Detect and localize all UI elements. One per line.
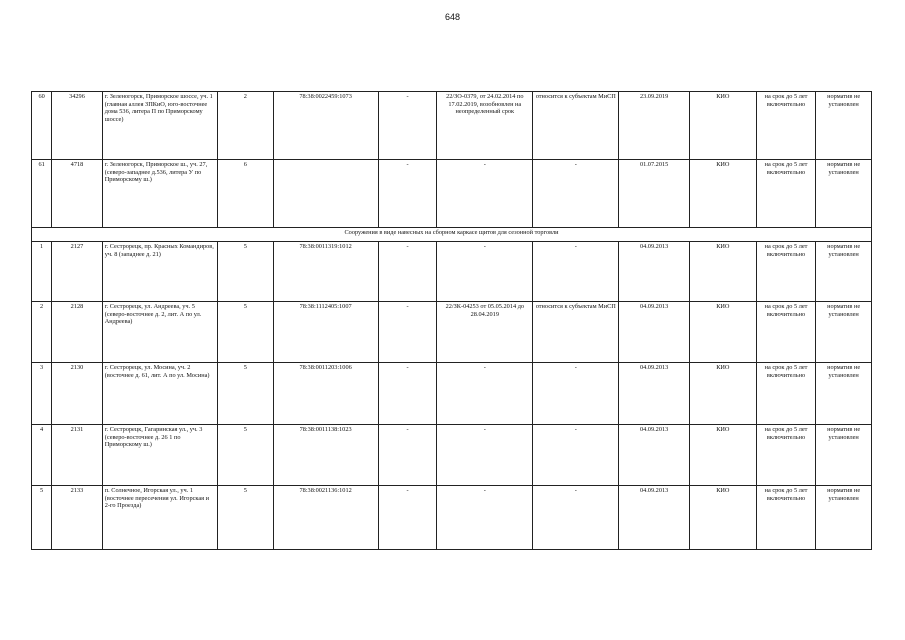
- cell-area: 2: [217, 92, 273, 160]
- cell-contract: 22/ЗО-0379, от 24.02.2014 по 17.02.2019, возобновлен на неопределенный срок: [437, 92, 533, 160]
- cell-no: 2: [32, 302, 52, 363]
- cell-norm: норматив не установлен: [816, 242, 872, 302]
- table-row: [32, 160, 872, 228]
- cell-contract: -: [437, 242, 533, 302]
- cell-cadastral: [273, 160, 378, 228]
- cell-authority: КИО: [689, 160, 756, 228]
- cell-msp: -: [533, 242, 619, 302]
- cell-cadastral: 78:38:0011138:1023: [273, 425, 378, 486]
- cell-c6: -: [378, 302, 437, 363]
- cell-c6: -: [378, 425, 437, 486]
- page-number: 648: [444, 12, 461, 22]
- cell-contract: -: [437, 160, 533, 228]
- cell-norm: норматив не установлен: [816, 160, 872, 228]
- cell-date: 04.09.2013: [619, 302, 690, 363]
- cell-area: 5: [217, 425, 273, 486]
- cell-norm: норматив не установлен: [816, 425, 872, 486]
- cell-c6: -: [378, 92, 437, 160]
- cell-id: 2128: [52, 302, 103, 363]
- table-row: [32, 242, 872, 302]
- cell-authority: КИО: [689, 363, 756, 425]
- cell-address: г. Зеленогорск, Приморское шоссе, уч. 1 (главная аллея ЗПКиО, юго-восточнее дома 536, литера П по Приморскому шоссе): [102, 92, 217, 160]
- table-row: [32, 92, 872, 160]
- cell-authority: КИО: [689, 92, 756, 160]
- cell-address: г. Сестрорецк, пр. Красных Командиров, уч. 8 (западнее д. 21): [102, 242, 217, 302]
- cell-no: 1: [32, 242, 52, 302]
- cell-msp: -: [533, 425, 619, 486]
- cell-address: г. Сестрорецк, ул. Мосина, уч. 2 (восточнее д. 61, лит. А по ул. Мосина): [102, 363, 217, 425]
- cell-date: 04.09.2013: [619, 486, 690, 550]
- cell-term: на срок до 5 лет включительно: [756, 486, 816, 550]
- cell-msp: относится к субъектам МиСП: [533, 92, 619, 160]
- cell-contract: -: [437, 486, 533, 550]
- cell-c6: -: [378, 363, 437, 425]
- section-title: Сооружения в виде навесных на сборном каркасе щитов для сезонной торговли: [32, 228, 872, 242]
- cell-date: 01.07.2015: [619, 160, 690, 228]
- cell-c6: -: [378, 486, 437, 550]
- cell-msp: относится к субъектам МиСП: [533, 302, 619, 363]
- cell-term: на срок до 5 лет включительно: [756, 92, 816, 160]
- cell-msp: -: [533, 486, 619, 550]
- cell-contract: -: [437, 363, 533, 425]
- cell-no: 5: [32, 486, 52, 550]
- cell-norm: норматив не установлен: [816, 302, 872, 363]
- cell-id: 4718: [52, 160, 103, 228]
- cell-authority: КИО: [689, 302, 756, 363]
- cell-c6: -: [378, 160, 437, 228]
- cell-id: 2131: [52, 425, 103, 486]
- cell-id: 34296: [52, 92, 103, 160]
- cell-term: на срок до 5 лет включительно: [756, 160, 816, 228]
- cell-id: 2133: [52, 486, 103, 550]
- cell-authority: КИО: [689, 425, 756, 486]
- cell-c6: -: [378, 242, 437, 302]
- cell-area: 5: [217, 302, 273, 363]
- cell-cadastral: 78:38:1112405:1007: [273, 302, 378, 363]
- cell-cadastral: 78:38:0011319:1012: [273, 242, 378, 302]
- cell-no: 3: [32, 363, 52, 425]
- cell-no: 60: [32, 92, 52, 160]
- cell-area: 5: [217, 486, 273, 550]
- cell-cadastral: 78:38:0022459:1073: [273, 92, 378, 160]
- cell-msp: -: [533, 363, 619, 425]
- cell-no: 4: [32, 425, 52, 486]
- cell-norm: норматив не установлен: [816, 363, 872, 425]
- cell-no: 61: [32, 160, 52, 228]
- cell-contract: -: [437, 425, 533, 486]
- cell-term: на срок до 5 лет включительно: [756, 242, 816, 302]
- cell-address: г. Сестрорецк, ул. Андреева, уч. 5 (северо-восточнее д. 2, лит. А по ул. Андреева): [102, 302, 217, 363]
- cell-id: 2130: [52, 363, 103, 425]
- cell-msp: -: [533, 160, 619, 228]
- cell-date: 23.09.2019: [619, 92, 690, 160]
- cell-authority: КИО: [689, 486, 756, 550]
- cell-contract: 22/ЗК-04253 от 05.05.2014 до 28.04.2019: [437, 302, 533, 363]
- cell-term: на срок до 5 лет включительно: [756, 363, 816, 425]
- cell-term: на срок до 5 лет включительно: [756, 302, 816, 363]
- cell-norm: норматив не установлен: [816, 92, 872, 160]
- table-row: [32, 486, 872, 550]
- table-row: [32, 302, 872, 363]
- registry-table: [31, 91, 872, 550]
- cell-area: 6: [217, 160, 273, 228]
- cell-address: г. Зеленогорск, Приморское ш., уч. 27, (северо-западнее д.536, литера У по Приморскому ш.): [102, 160, 217, 228]
- cell-date: 04.09.2013: [619, 425, 690, 486]
- cell-id: 2127: [52, 242, 103, 302]
- cell-cadastral: 78:38:0011203:1006: [273, 363, 378, 425]
- cell-authority: КИО: [689, 242, 756, 302]
- cell-area: 5: [217, 363, 273, 425]
- cell-term: на срок до 5 лет включительно: [756, 425, 816, 486]
- cell-date: 04.09.2013: [619, 242, 690, 302]
- section-row: [32, 228, 872, 242]
- cell-cadastral: 78:38:0021136:1012: [273, 486, 378, 550]
- cell-norm: норматив не установлен: [816, 486, 872, 550]
- cell-address: г. Сестрорецк, Гагаринская ул., уч. 3 (северо-восточнее д. 26 1 по Приморскому ш.): [102, 425, 217, 486]
- cell-area: 5: [217, 242, 273, 302]
- cell-date: 04.09.2013: [619, 363, 690, 425]
- table-row: [32, 363, 872, 425]
- cell-address: п. Солнечное, Игорская ул., уч. 1 (восточнее пересечения ул. Игорская и 2-го Проезда): [102, 486, 217, 550]
- table-row: [32, 425, 872, 486]
